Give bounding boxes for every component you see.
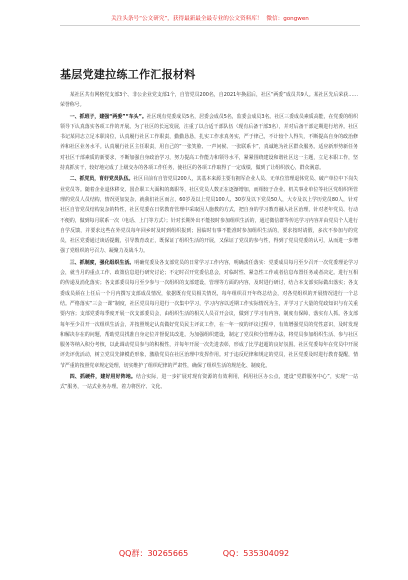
paragraph-text: 某社区共有网格党支部3个、非公企业党支部1个，自管党员200名，自2021年换届后，社区“两委”成员共9人。某社区先后荣获……荣誉称号。 [60, 92, 358, 109]
paragraph-text: 社区目前有自管党员200人，其基本来源主要有拥军企业人员、无单位管理退休党员、破产单位中下岗失业党员等。随着企业退休移交、国企职工大面积的离职等，社区党员人数正在逐渐增加，而相较于企业、机关事业单位等社区党组织所管理的党员人员结构，情况更加复杂，就我们社区而言，60岁及以上党员100人，30岁及以下党员50人，大专及以上学历党员80人，针对社区自管党员结构复杂的特性，社区党委在日常教育管理中采取因人施教的方式，把自身的学习教育融入社区治理，针对老年党员、行动不便的，做到每月联系一次（电话、上门等方式）；针对长期外出不能按时参加组织生活的，通过微信群等传达学习内容并由党员个人进行自学反馈，并要求这些在外党员每年回乡时及时到组织报到；因临时有事不能准时参加组织生活的，要求按时请假，多次不参加与的党员，社区党委通过谈话提醒，引导教育改正，既保证了组织生活的开展，又保证了党员的参与性，得到了党员党委的认可，从而进一步增强了党组织的号召力、凝聚力及战斗力。 [60, 176, 358, 255]
document-body [60, 90, 358, 530]
paragraph-text: 明确党委及各支部党员的日常学习工作内容，明确责任落实：党委成员每月至少召开一次党委理论学习会，就当月的重点工作、政策信息进行研究讨论；不定时召开党委信息会，对临时性、紧急性工作或者信息布置任务或者决定。进行互相的传递及消化落实；各支部委员每月至少参与一次组织的支部建设，管理等方面的内容，及时进行研讨，结合本支部实际做出落实；各支委成员须在上任后一个月内撰写支部成员情况，依据既有党员相关情况，每年组织召开年终总结会，对各党组织的开展情况进行一个总结。严格落实“三会一课”制度，社区党员每月进行一次集中学习，学习内容以近期工作实际情况为主，并学习了大量的党政知识与有关重要内容；支部党委每季度开展一次支部委员会，由组织生活的相关人员召开会议，做到了学习有内容，制度有保障，落实有人抓。各支部每年至少召开一次组织生活会，并按照规定认真做好党员民主评议工作，在一年一度的评议过程中，有效增强党员的党性意识，及时发现和解决存在的问题，帮助党员找准自身定位并督促其改进。为加强组织建设，制定了党员积分管理办法，将党员参加组织生活、参与社区服务等纳入积分考核，以此调动党员参与的积极性，并每年开展一次先进表彰，形成了比学赶超的良好氛围。社区党委每年在党员中开展评先评优活动，树立党员先锋模范形象，激励党员在社区治理中发挥作用。对于违反纪律和规定的党员，社区党委及时进行教育提醒，情节严重的按照党章规定处理，切实维护了组织纪律的严肃性，确保了组织生活的规范化、制度化。 [60, 259, 358, 369]
footer-qq: QQ：535304092 [222, 549, 290, 558]
section-heading: 四、抓硬件，建好用好阵地。 [69, 374, 137, 381]
section-heading: 一、抓班子，建强“两委”“车头”。 [69, 113, 147, 120]
banner-text: 关注头条号“公文研究”，获得最新最全最专业的公文资料库！ [111, 16, 263, 22]
section-heading: 二、抓党员，育好党员队伍。 [69, 176, 134, 183]
document-title: 基层党建拉练工作汇报材料 [60, 68, 196, 81]
paragraph-section-3 [60, 258, 358, 371]
footer-contact [0, 548, 408, 564]
paragraph-section-2 [60, 174, 358, 256]
section-heading: 三、抓制度，强化组织生活。 [69, 259, 135, 266]
paragraph-section-1 [60, 112, 358, 174]
paragraph-intro [60, 90, 358, 111]
footer-qq-group: QQ群：30265665 [118, 549, 189, 558]
top-banner [60, 12, 360, 26]
banner-wechat: 微信：gongwen [266, 16, 309, 22]
paragraph-text: 结合实际，进一步扩展对现有资源的有效利用，利用社区办公点，建设“党群服务中心”，实现“一站式”服务，一站式业务办理。着力将医疗、文化、 [60, 374, 358, 391]
paragraph-section-4 [60, 372, 358, 393]
paragraph-text: 社区现有党委成员5名，居委会成员5名，监委会成员3名。社区三委成员素质高能，在党委的组织领导下认真落实各项工作的开展。为了社区的长远发展，注重了以合适干部队伍（现有后备干部3名），并对后备干部定期进行培养。社区书记某同志立足本职岗位，认真履行社区工作职责，勤勤恳恳，扎实工作求真务实，严于律己，不计较个人得失，不断提高自身的政治修养和社区业务水平。认真履行社区主任职责，用自己的“一张笑脸、一声问候、一张联系卡”，真诚地为社区群众服务。适应新形势新任务对社区干部素质的新要求，不断加强自身政治学习，努力提高工作能力和领导水平，紧紧围绕建设和谐社区这一主题，立足本职工作，坚持真抓实干，较好地完成了上级交办的各项工作任务，使社区的各项工作取得了一定成绩，做到了让组织放心，群众满意。 [60, 113, 358, 172]
